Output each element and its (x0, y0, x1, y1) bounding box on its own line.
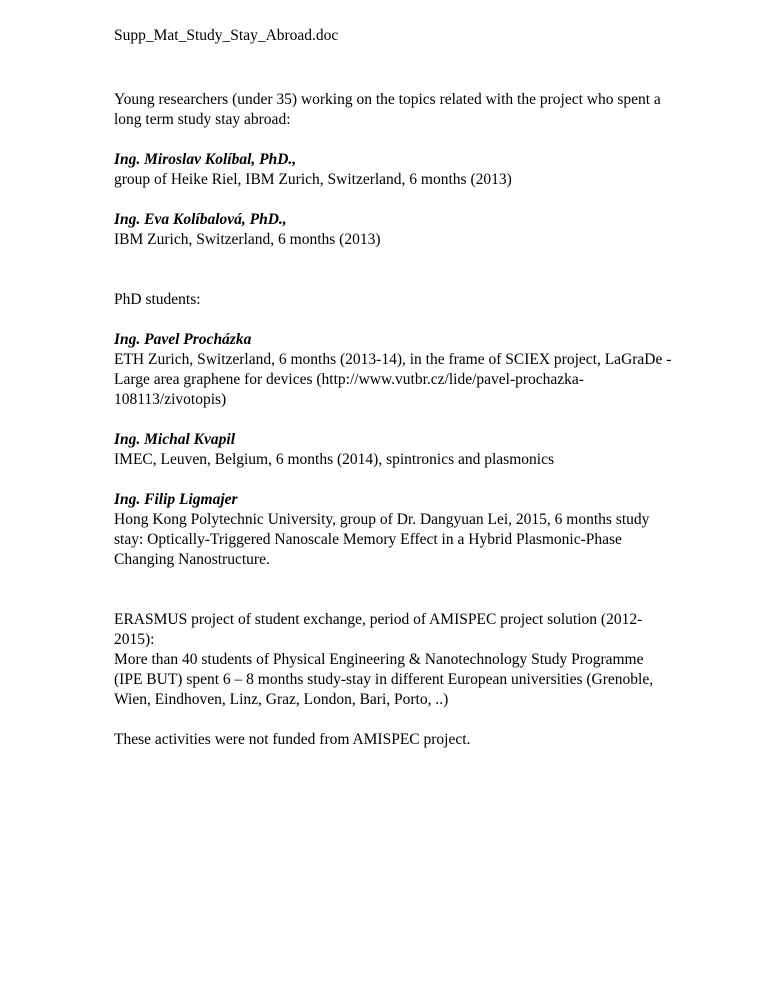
erasmus-line: 2015): (114, 631, 155, 648)
phd-student-details: IMEC, Leuven, Belgium, 6 months (2014), spintronics and plasmonics (114, 451, 554, 468)
phd-student-details: ETH Zurich, Switzerland, 6 months (2013-14), in the frame of SCIEX project, LaGraDe - (114, 351, 672, 368)
phd-heading-text: PhD students: (114, 291, 201, 308)
erasmus-line: More than 40 students of Physical Engineering & Nanotechnology Study Programme (114, 651, 644, 668)
phd-student-name: Ing. Pavel Procházka (114, 331, 252, 348)
intro-line: Young researchers (under 35) working on the topics related with the project who spent a (114, 91, 661, 108)
researcher-entry (114, 210, 634, 250)
filename-text: Supp_Mat_Study_Stay_Abroad.doc (114, 27, 339, 44)
researcher-name: Ing. Miroslav Kolíbal, PhD., (114, 151, 297, 168)
phd-student-details: stay: Optically-Triggered Nanoscale Memory Effect in a Hybrid Plasmonic-Phase (114, 531, 622, 548)
phd-student-details: Hong Kong Polytechnic University, group of Dr. Dangyuan Lei, 2015, 6 months study (114, 511, 650, 528)
phd-student-entry (114, 490, 650, 570)
researcher-entry (114, 150, 634, 190)
document-page (114, 26, 672, 750)
intro-paragraph (114, 90, 661, 130)
phd-student-details: Large area graphene for devices (http://www.vutbr.cz/lide/pavel-prochazka- (114, 371, 584, 388)
researcher-name: Ing. Eva Kolíbalová, PhD., (114, 211, 287, 228)
closing-paragraph (114, 730, 634, 750)
erasmus-paragraph (114, 610, 654, 710)
intro-line: long term study stay abroad: (114, 111, 291, 128)
phd-student-entry (114, 430, 634, 470)
phd-student-details: 108113/zivotopis) (114, 391, 227, 408)
erasmus-line: Wien, Eindhoven, Linz, Graz, London, Bari, Porto, ..) (114, 691, 449, 708)
phd-student-name: Ing. Michal Kvapil (114, 431, 236, 448)
erasmus-line: ERASMUS project of student exchange, period of AMISPEC project solution (2012- (114, 611, 643, 628)
phd-student-entry (114, 330, 672, 410)
phd-student-name: Ing. Filip Ligmajer (114, 491, 238, 508)
closing-text: These activities were not funded from AMISPEC project. (114, 731, 471, 748)
phd-student-details: Changing Nanostructure. (114, 551, 270, 568)
researcher-details: IBM Zurich, Switzerland, 6 months (2013) (114, 231, 381, 248)
erasmus-line: (IPE BUT) spent 6 – 8 months study-stay in different European universities (Grenoble, (114, 671, 654, 688)
document-header-filename (114, 26, 634, 46)
researcher-details: group of Heike Riel, IBM Zurich, Switzerland, 6 months (2013) (114, 171, 512, 188)
phd-heading (114, 290, 634, 310)
